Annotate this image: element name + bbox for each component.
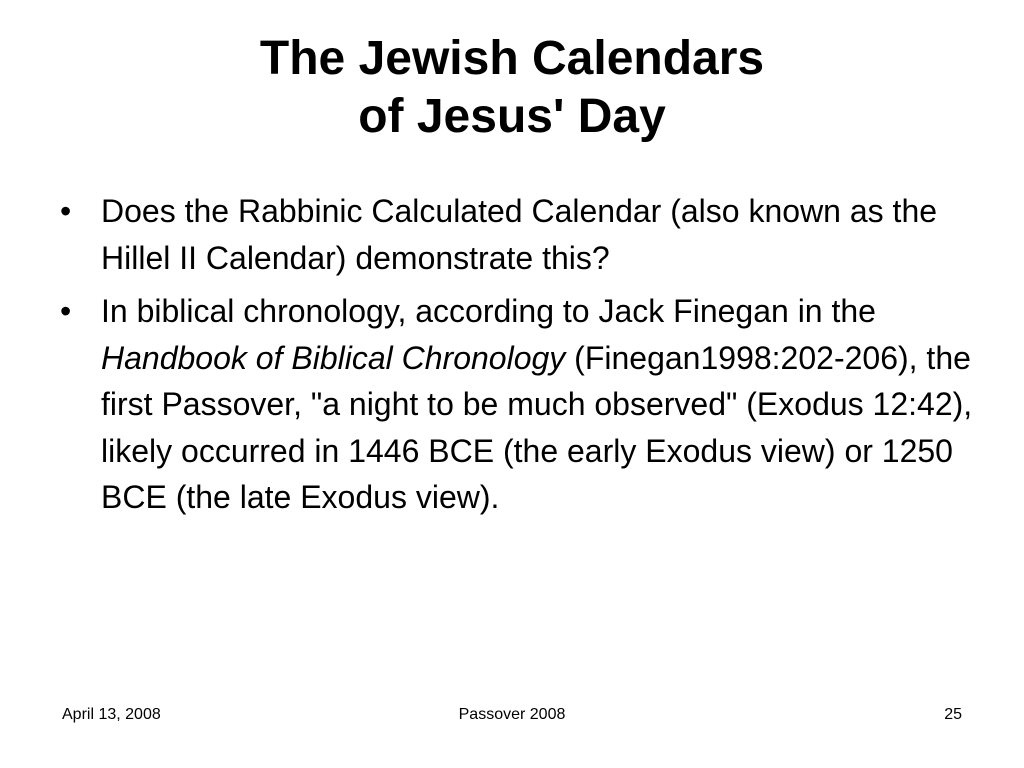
title-line-2: of Jesus' Day [358, 90, 666, 143]
page-number: 25 [944, 706, 962, 723]
footer-center-text: Passover 2008 [458, 706, 566, 723]
bullet-item-2 [60, 288, 980, 521]
slide-title [0, 30, 1024, 146]
bullet-dot-icon: • [60, 193, 72, 229]
bullet-item-1 [60, 188, 980, 281]
book-title: Handbook of Biblical Chronology [101, 339, 566, 376]
title-line-1: The Jewish Calendars [259, 32, 765, 85]
bullet-text-after: (Finegan1998:202-206), the first Passover, "a night to be much observed" (Exodus 12:42), likely occurred in 1446 BCE (the early Exodus view) or 1250 BCE (the late Exodus view). [101, 339, 973, 515]
bullet-list [60, 188, 980, 528]
bullet-text-before: In biblical chronology, according to Jack Finegan in the [101, 293, 876, 329]
bullet-dot-icon: • [60, 293, 72, 329]
bullet-text: Does the Rabbinic Calculated Calendar (also known as the Hillel II Calendar) demonstrate this? [101, 193, 938, 276]
footer-date: April 13, 2008 [62, 706, 161, 723]
